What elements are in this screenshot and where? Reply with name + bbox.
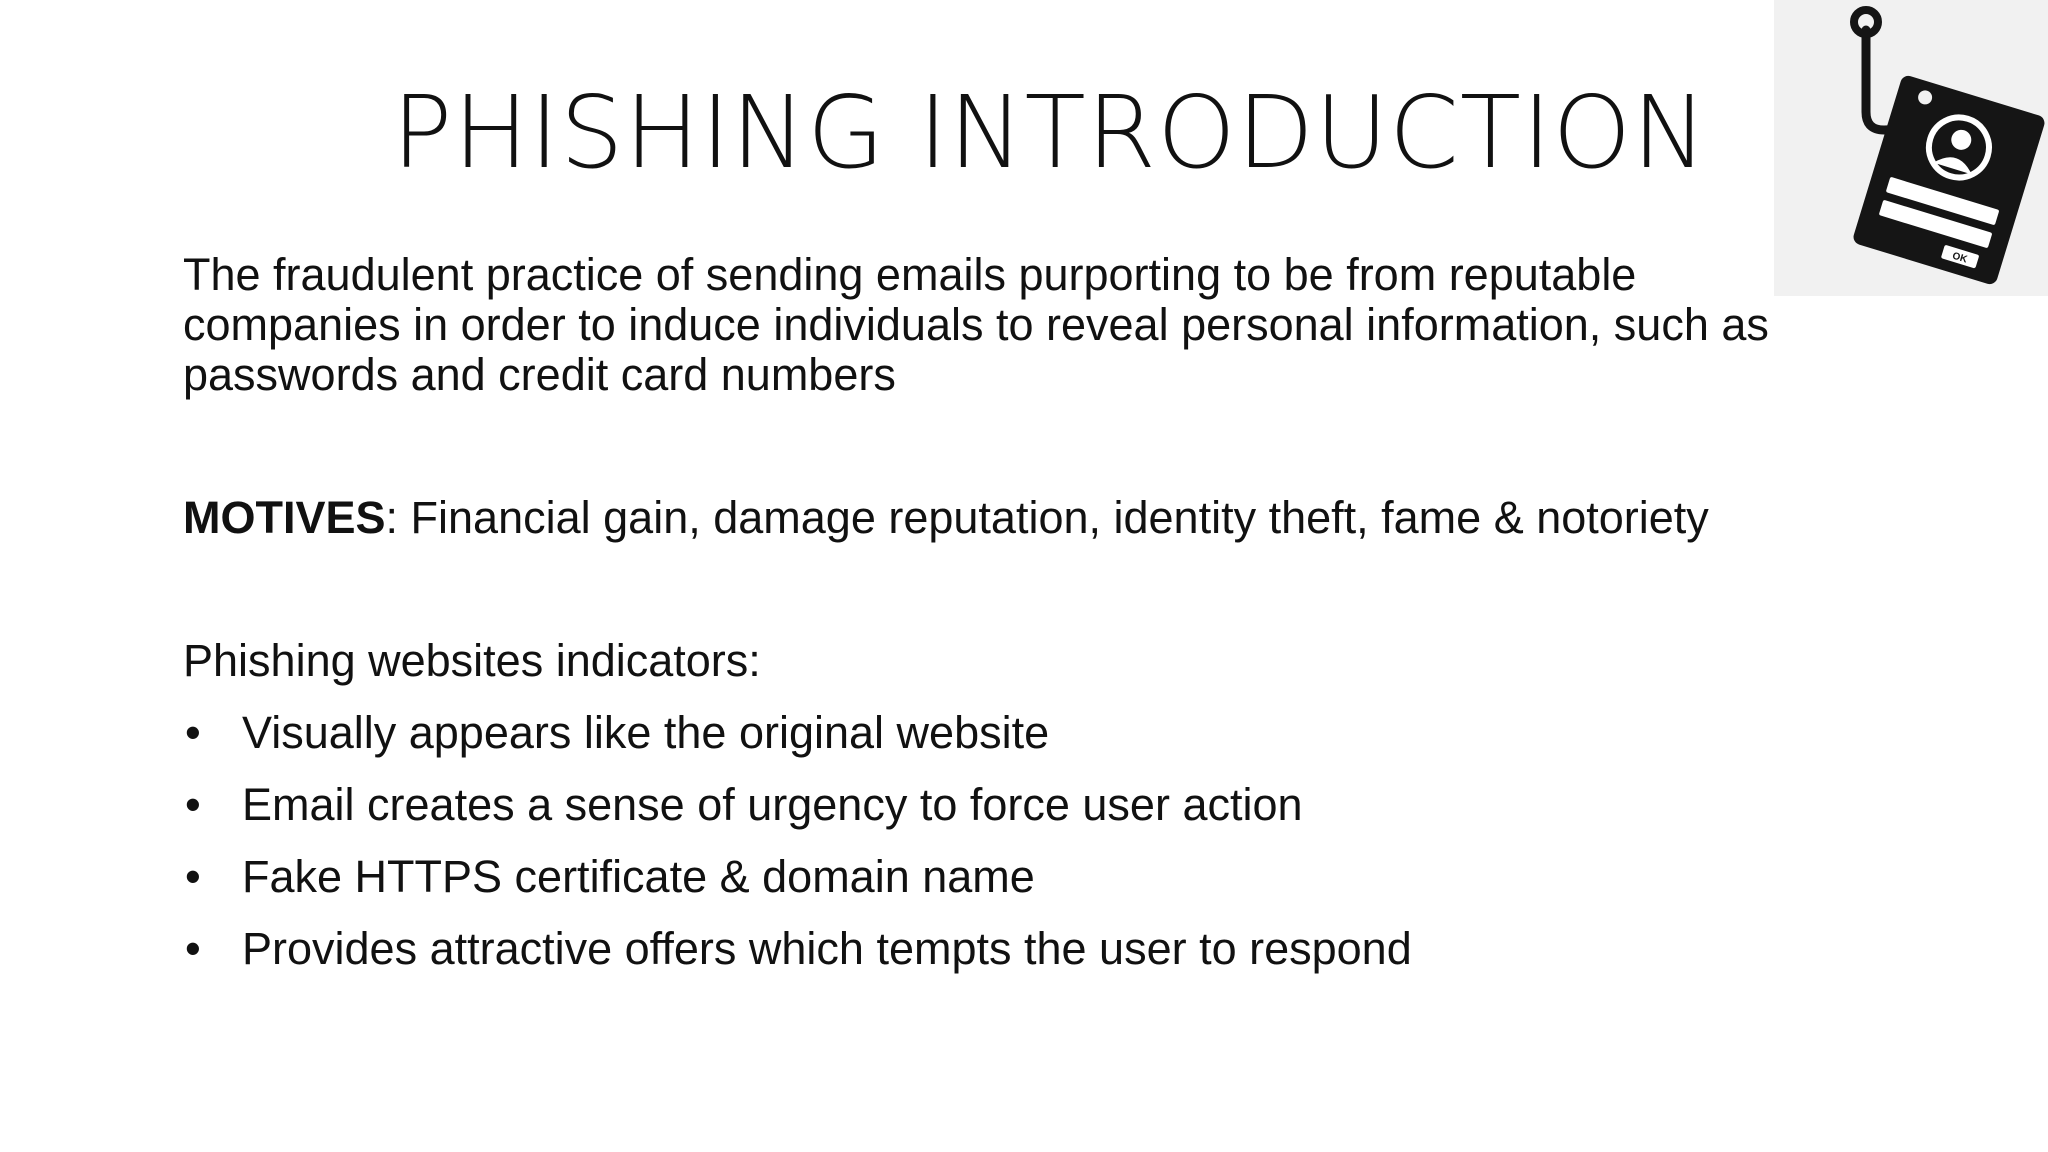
motives-line — [183, 493, 1823, 543]
list-item-text: Email creates a sense of urgency to force user action — [242, 779, 1303, 830]
list-item — [183, 924, 1823, 974]
list-item-text: Provides attractive offers which tempts the user to respond — [242, 923, 1412, 974]
phishing-hook-graphic — [1774, 0, 2048, 296]
slide-content — [183, 250, 1823, 996]
list-item — [183, 852, 1823, 902]
phishing-hook-icon — [1774, 0, 2048, 296]
indicators-list — [183, 708, 1823, 974]
bullet-icon: • — [185, 923, 201, 974]
hook-eye — [1854, 10, 1878, 34]
indicators-heading: Phishing websites indicators: — [183, 635, 761, 686]
motives-text: Financial gain, damage reputation, identity theft, fame & notoriety — [410, 492, 1709, 543]
motives-separator: : — [385, 492, 411, 543]
list-item-text: Fake HTTPS certificate & domain name — [242, 851, 1035, 902]
bullet-icon: • — [185, 851, 201, 902]
bullet-icon: • — [185, 779, 201, 830]
slide-title: PHISHING INTRODUCTION — [392, 74, 1708, 191]
credential-card — [1852, 74, 2047, 286]
list-item — [183, 708, 1823, 758]
definition-text: The fraudulent practice of sending emails purporting to be from reputable companies in order to induce individuals to reveal personal information, such as passwords and credit card numbers — [183, 249, 1769, 400]
motives-label: MOTIVES — [183, 492, 386, 543]
bullet-icon: • — [185, 707, 201, 758]
list-item — [183, 780, 1823, 830]
list-item-text: Visually appears like the original website — [242, 707, 1050, 758]
card-ok-label: OK — [1950, 250, 1969, 266]
